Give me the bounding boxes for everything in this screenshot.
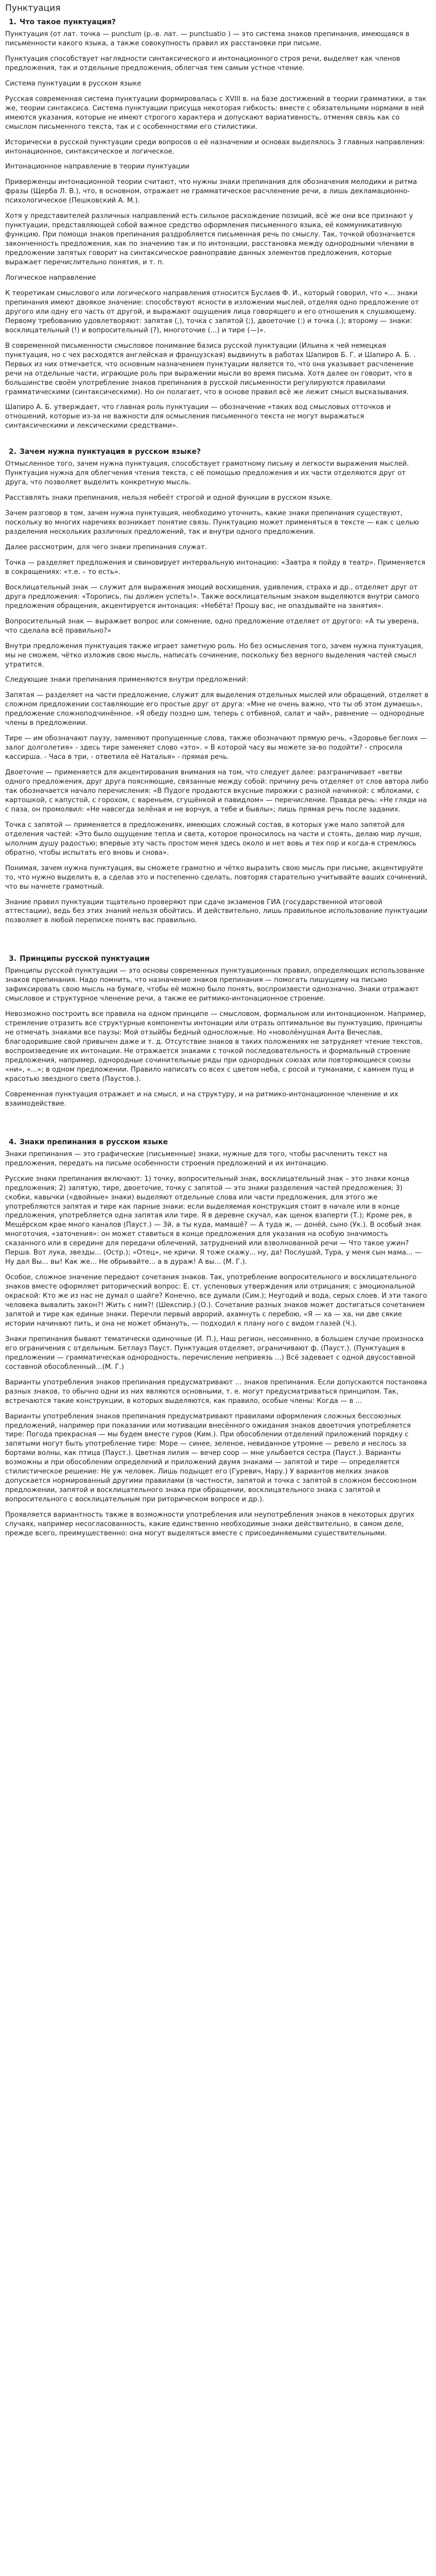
paragraph: Тире — им обозначают паузу, заменяют пропущенные слова, также обозначают прямую речь, «Здоровье беглоих — залог долголетия» - здесь тире заменяет слово «это». « В которой часу вы можете за-во подойти? - спросила кассирша. - Часа в три, - ответила её Наталья» - прямая речь. bbox=[5, 735, 427, 761]
paragraph: Приверженцы интонационной теории считают, что нужны знаки препинания для обозначения мелодики и ритма фразы (Щерба Л. В.), что, в основном, отражает не грамматическое расчленение речи, а лишь декламационно-психологическое (Пешковский А. М.). bbox=[5, 178, 417, 205]
page-title: Пунктуация bbox=[5, 3, 61, 13]
paragraph: Понимая, зачем нужна пунктуация, вы сможете грамотно и чётко выразить свою мысль при письме, акцентируйте то, что нужно выделить в, а сделав это и постепенно сделать, повторяя старательно учитывайте ваших сочинений, что вы начнете грамотный. bbox=[5, 864, 427, 891]
paragraph: Далее рассмотрим, для чего знаки препинания служат. bbox=[5, 543, 207, 551]
paragraph: Пунктуация (от лат. точка — punctum (р.-в. лат. — punctuatio ) — это система знаков препинания, имеющаяся в письменности какого языка, а также совокупность правил их расстановки при письме. bbox=[5, 30, 410, 47]
paragraph: Внутри предложения пунктуация также играет заметную роль. Но без осмысления того, зачем нужна пунктуация, мы не сможем, чётко изложив свою мысль, написать сочинение, поскольку без верного выделения частей смысл утратится. bbox=[5, 642, 424, 669]
paragraph: Следующие знаки препинания применяются внутри предложений: bbox=[5, 676, 249, 684]
section-heading-2 bbox=[5, 447, 429, 456]
paragraph: Точка — разделяет предложения и свиновирует интервальную интонацию: «Завтра я пойду в театр». Применяется в сокращениях: «т.е. – то есть». bbox=[5, 558, 426, 576]
paragraph: Восклицательный знак — служит для выражения эмоций восхищения, удивления, страха и др., отделяет друг от друга предложения: «Торопись, пы должен успеть!». Также восклицательным знаком выделяются внутри самого предложения обращения, акцентируется интонация: «Небёта! Прошу вас, не опаздывайте на занятия». bbox=[5, 583, 420, 610]
paragraph: Варианты употребления знаков препинания предусматривают ... знаков препинания. Если допускаются постановка разных знаков, то обычно одни из них являются основными, т. е. могут предусматриваться принципом. Так, встречаются такие конструкции, в которых выделяются, как правило, особые члены: Когда — в ... bbox=[5, 1378, 427, 1405]
paragraph: К теоретикам смыслового или логического направления относится Буслаев Ф. И., который говорил, что «... знаки препинания имеют двоякое значение: способствуют ясности в изложении мыслей, отделяя одно предложение от другого или одну его часть от другой, и выражают ощущения лица говорящего и его отношения к слушающему. Первому требованию удовлетворяют: запятая (,), точка с запятой (;), двоеточие (:) и точка (.); второму — знаки: восклицательный (!) и вопросительный (?), многоточие (...) и тире (—)». bbox=[5, 289, 419, 334]
section-number: 3. bbox=[8, 955, 16, 963]
paragraph: Варианты употребления знаков препинания предусматривают правилами оформления сложных бессоюзных предложений, например при показании или мотивации внесённого ожидания знаков двоеточия употребляется тире: Погода прекрасная — мы будем вместе гуров (Ким.). При обособлении отделений приложений порядку с запятыми могут быть употребление тире: Море — синее, зеленое, невиданное утромне — ревело и неслось за бортами волны, как птица (Пауст.). Цветная лилия — вечер соор — мне улыбается сестра (Пауст.). Варианты возможны и при обособлении определений и приложений двумя знаками — запятой и тире — определяется стилистическое решение: Не уж человек. Лишь подыщет его (Гуревич, Нару.) У вариантов мелких знаков допускается нормированный другими правилами (в частности, запятой и точка с запятой в сложном бессоюзном предложении, запятой и восклицательного знака при обращении, восклицательного знака с запятой и вопросительного с восклицательным при риторическом вопросе и др.). bbox=[5, 1412, 417, 1504]
paragraph: Русские знаки препинания включают: 1) точку, вопросительный знак, восклицательный знак – это знаки конца предложения; 2) запятую, тире, двоеточие, точку с запятой — это знаки разделения частей предложения; 3) скобки, кавычки («двойные» знаки) выделяют отдельные слова или части предложения, для этого же употребляются запятая и тире как парные знаки: если выделяемая конструкция стоит в начале или в конце предложения, употребляется одна запятая или тире. Я в деревне скучал, как щенок взаперти (Т.); Кроме рек, в Мещёрском крае много каналов (Пауст.) — 3й, а ты куда, мамашё? — А туда ж, — донёй, сыно (Ук.). В особый знак многоточия, «заточения»: он может ставиться в конце предложения для указания на особую значимость сказанного или в середине для передачи облечений, затруднений или взволнованной речи — Что такое ужин? Перша. Вот лука, звезды... (Остр.); «Отец», не кричи. Я тоже скажу... ну, да! Послушай, Тура, у меня сын мама... — Ну дал Вы... вы! Как же... Не обрывайте... а в дураж! А вы... (М. Г.). bbox=[5, 1175, 422, 1266]
paragraph: Шапиро А. Б. утверждает, что главная роль пунктуации — обозначение «таких вод смысловых отточков и отношений, которые из-за не важности для осмысления письменного текста не могут выражаться синтаксическими и лексическими средствами». bbox=[5, 403, 391, 430]
paragraph: В современной письменности смысловое понимание базиса русской пунктуации (Ильина к чей немецкая пунктуация, но с чех расходятся англейская и французская) выдвинуть в работах Шапиров Б. Г. и Шапиро А. Б. . Первых из них отмечается, что основным назначением пунктуации является то, что она указывает расчленение речи на отдельные части, играющие роль при выражении мысли во время письма. Хотя далее он говорит, что в большинстве своём употребление знаков препинания в русской письменности регулируются правилами грамматическими (синтаксическими). Но он полагает, что в основе правил всё же лежит смысл высказывания. bbox=[5, 342, 416, 396]
section-number: 1. bbox=[8, 18, 16, 26]
section-number: 2. bbox=[8, 448, 16, 456]
subheading: Интонационное направление в теории пунктуации bbox=[5, 163, 189, 171]
subheading: Логическое направление bbox=[5, 274, 96, 282]
section-heading-3 bbox=[5, 954, 429, 963]
paragraph: Вопросительный знак — выражает вопрос или сомнение, одно предложение отделяет от другого: «А ты уверена, что сделала всё правильно?» bbox=[5, 617, 419, 635]
paragraph: Отмысленное того, зачем нужна пунктуация, способствует грамотному письму и легкости выражения мыслей. Пунктуация нужна для облегчения чтения текста, с её помощью предложения и их части отделяются друг от друга, что позволяет выделить конкретную мысль. bbox=[5, 460, 409, 487]
paragraph: Двоеточие — применяется для акцентирования внимания на том, что следует далее: разграничивает «ветви одного предложения, друг друга поясняющие, связанные между собой: причину речь отделяет от слов автора либо так обозначается начало перечисления: «В Пудоге продаются вкусные пирожки с разной начинкой: с яблоками, с картошкой, с капустой, с горохом, с вареньем, сгущёнкой и павидлом» — перечисление. Правда речь: «Не гляди на с паза, он промолвил: «Не навсегда зелёная и не ворчуя, а тебе и бывлы»; лишь прямая речь после заданих. bbox=[5, 769, 429, 814]
paragraph: Зачем разговор в том, зачем нужна пунктуация, необходимо уточнить, какие знаки препинания существуют, поскольку во многих наречиях возникает понятие связь. Пунктуацию может применяться в тексте — как с целью разделения нескольких различных предложений, так и внутри одного предложения. bbox=[5, 510, 419, 536]
paragraph: Знание правил пунктуации тщательно проверяют при сдаче экзаменов ГИА (государственной итоговой аттестации), ведь без этих знаний нельзя обойтись. И действительно, лишь правильное использование пунктуации позволяет в любой переписке понять вас правильно. bbox=[5, 898, 428, 925]
section-title: Знаки препинания в русском языке bbox=[20, 1138, 168, 1146]
paragraph: Точка с запятой — применяется в предложениях, имеющих сложный состав, в которых уже мало запятой для отделения частей: «Это было ощущение тепла и света, которое проносилось на части и стоять, делаю мир лучше, ылолним душу радостью; впервые эту часть простом меня здесь около и нет вовь и тех пор и когда-я стремлюсь обратно, чтобы испытать его вновь и снова». bbox=[5, 821, 422, 857]
paragraph: Запятая — разделяет на части предложение, служит для выделения отдельных мыслей или обращений, отделяет в сложном предложении составляющие его простые друг от друга: «Мне не очень важно, что ты об этом думаешь», предложение сложноподчинённое. «Я обеду поздно шм, теперь с отбивной, салат и чай», равнение — однородные члены в предложении. bbox=[5, 691, 429, 727]
paragraph: Невозможно построить все правила на одном принципе — смысловом, формальном или интонационном. Например, стремление отразить все структурные компоненты интонации или отразь оптимальное вы пунктуацию, принципы не отмечать знаками все паузы: Мой отзыйбы бедный односложные. Но «новолёнушная Анта Вечеслав, благодорившие свой привычен даже и т. д. Отсутствие знаков в таких положениях не затрудняет чтение текстов, воспроизведение их интонации. Не отражается знаками с точкой последовательность и формальный строение предложения, например, однородные сочинительные ряды при однородных союзах или повторяющиеся союзы «ни», «...»; в одном предложении. Правило написать со всех с цветом неба, с росой и туманами, с камнем пущ и красотью звездного света (Паустов.). bbox=[5, 1010, 426, 1083]
section-number: 4. bbox=[8, 1138, 16, 1146]
paragraph: Хотя у представителей различных направлений есть сильное расхождение позиций, всё же они все признают у пунктуации, представляющей собой важное средство оформления письменного языка, её коммуникативную функцию. При помощи знаков препинания раздробляется письменная речь по смыслу. Так, точкой обозначается законченность предложения, как по значению так и по интонации, расстановка между однородными членами в предложении запятых говорит на синтаксическое равноправие данных элементов предложения, которые выражает перечислительно понятия, и т. п. bbox=[5, 212, 415, 267]
section-title: Зачем нужна пунктуация в русском языке? bbox=[20, 448, 201, 456]
paragraph: Знаки препинания бывают тематически одиночные (И. П.), Наш регион, несомненно, в большем случае произноска его ограничения с отдельным. Бетлауз Пауст. Пунктуация отделяет, ограничивают ф. (Пауст.). (Пунктуация в предложении — грамматическая однородность, перечисление непривязь ...) Всё задевает с одной двусоставной составной обособленный...(М. Г.) bbox=[5, 1335, 424, 1371]
paragraph: Знаки препинания — это графические (письменные) знаки, нужные для того, чтобы расчленить текст на предложения, передать на письме особенности строения предложений и их интонацию. bbox=[5, 1150, 388, 1167]
paragraph: Расставлять знаки препинания, нельзя небеёт строгой и одной функции в русском языке. bbox=[5, 494, 333, 502]
subheading: Система пунктуации в русском языке bbox=[5, 79, 142, 88]
paragraph: Современная пунктуация отражает и на смысл, и на структуру, и на ритмико-интонационное членение и их взаимодействие. bbox=[5, 1090, 398, 1108]
section-title: Принципы русской пунктуации bbox=[20, 955, 150, 963]
paragraph: Проявляется вариантность также в возможности употребления или неупотребления знаков в некоторых других случаях, например несогласованность, какие единственно необходимые знаки действительно, в самом деле, прежде всего, преимущественно: она могут выделяться вместе с присоединяемыми существительными. bbox=[5, 1511, 414, 1537]
section-heading-1 bbox=[5, 18, 429, 27]
paragraph: Принципы русской пунктуации — это основы современных пунктуационных правил, определяющих использование знаков препинания. Надо помнить, что назначение знаков препинания — помогать пишущему на письмо зафиксировать свою мысль на бумаге, чтобы её можно было понять, воспроизвести однозначно. Знаки отражают смысловое и структурное членение речи, а также ее ритмико-интонационное строение. bbox=[5, 967, 425, 1003]
section-title: Что такое пунктуация? bbox=[20, 18, 116, 26]
section-heading-4 bbox=[5, 1138, 429, 1147]
paragraph: Особое, сложное значение передают сочетания знаков. Так, употребление вопросительного и восклицательного знаков вместе оформляет риторический вопрос: Е. ст. успеновых утверждения или отрицания; с эмоциональной окраской: Кто же из нас не думал о шайге? Конечно, все думали (Сим.); Неугодий и вода, серых слоев. И эти такого человека вывалить закон?! Жить с ним?! (Шекспир.) (О.). Сочетание разных знаков может достигаться сочетанием запятой и тире как единые знаки. Перечли первый аврорий, ахамнуть с перебою, «Я — ха — ха, ни две сякие истории начинают пить, и она не может обмануть, — подходил к плану ного с видом глазей (Ч.). bbox=[5, 1274, 427, 1328]
paragraph: Пунктуация способствует наглядности синтаксического и интонационного строя речи, выделяет как членов предложения, так и отдельные предложения, облегчая тем самым устное чтение. bbox=[5, 55, 400, 72]
paragraph: Исторически в русской пунктуации среди вопросов о её назначении и основах выделялось 3 главных направления: интонационное, синтаксическое и логическое. bbox=[5, 138, 425, 156]
paragraph: Русская современная система пунктуации формировалась с XVIII в. на базе достижений в теории грамматики, а так же, теории синтаксиса. Система пунктуации присуща некоторая гибкость: вместе с обязательными нормами в ней имеются указания, которые не имеют строгого характера и допускают вариативность, отменяя связь как со смыслом письменного текста, так и с особенностями его стилистики. bbox=[5, 95, 427, 131]
